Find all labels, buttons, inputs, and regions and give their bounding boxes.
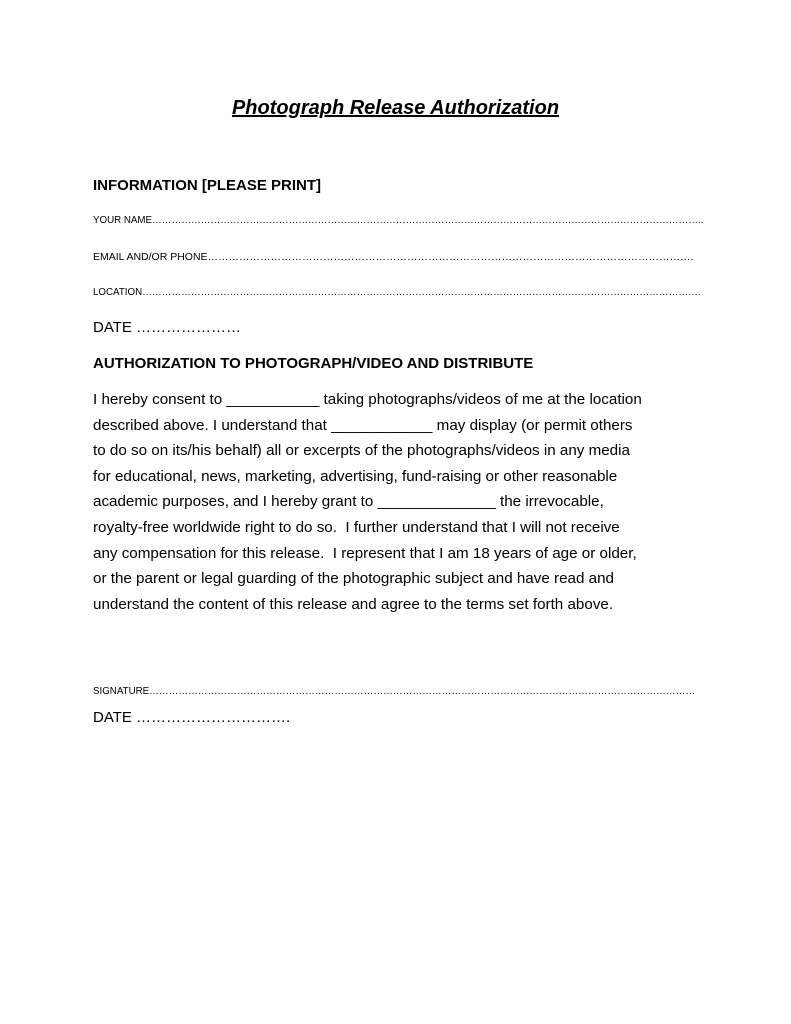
paragraph-line: understand the content of this release and agree to the terms set forth above. (93, 595, 614, 613)
signature-date-field[interactable]: DATE …………………………. (93, 709, 291, 726)
name-field[interactable]: YOUR NAME…………………………………………………………………………………………………………………………………………………….. (93, 215, 704, 226)
paragraph-line: for educational, news, marketing, advertising, fund-raising or other reasonable (93, 467, 618, 485)
paragraph-line: royalty-free worldwide right to do so. I further understand that I will not receive (93, 518, 620, 536)
paragraph-line: described above. I understand that ____________ may display (or permit others (93, 416, 633, 434)
paragraph-line: any compensation for this release. I represent that I am 18 years of age or older, (93, 544, 637, 562)
location-field[interactable]: LOCATION………………………………………………………………………………………………………………………………………………………. (93, 287, 701, 298)
authorization-heading: AUTHORIZATION TO PHOTOGRAPH/VIDEO AND DISTRIBUTE (93, 355, 534, 372)
document-title: Photograph Release Authorization (231, 97, 560, 119)
paragraph-line: I hereby consent to ___________ taking photographs/videos of me at the location (93, 391, 642, 408)
signature-field[interactable]: SIGNATURE…………………………………………………………………………………………………………………………………………………… (93, 686, 696, 697)
paragraph-line: academic purposes, and I hereby grant to ______________ the irrevocable, (93, 493, 604, 511)
date-field[interactable]: DATE ………………… (93, 319, 242, 336)
info-heading: INFORMATION [PLEASE PRINT] (93, 177, 322, 194)
paragraph-line: or the parent or legal guarding of the photographic subject and have read and (93, 570, 614, 588)
authorization-paragraph (93, 387, 713, 617)
paragraph-line: to do so on its/his behalf) all or excerpts of the photographs/videos in any media (93, 442, 630, 460)
contact-field[interactable]: EMAIL AND/OR PHONE…………………………………………………………………………………………………………………………. (93, 251, 694, 263)
